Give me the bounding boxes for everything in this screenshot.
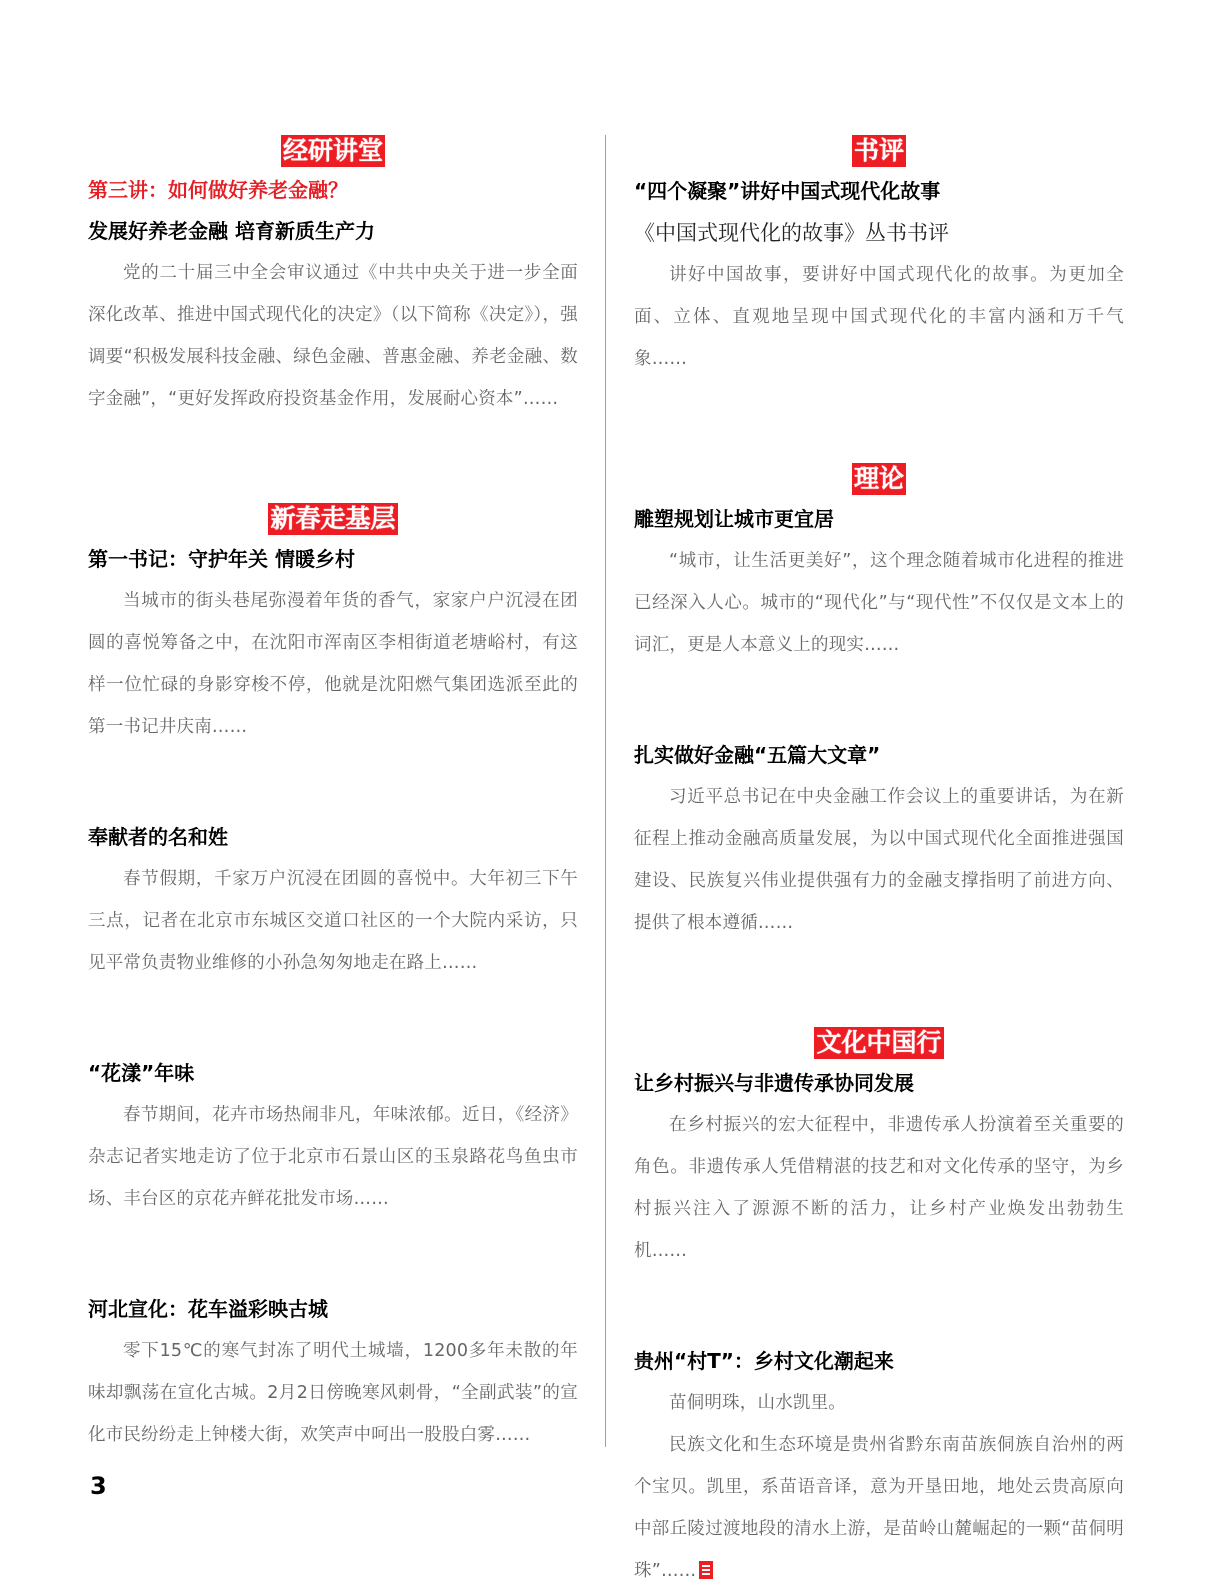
article-excerpt: “城市，让生活更美好”，这个理念随着城市化进程的推进已经深入人心。城市的“现代化”与“现代性”不仅仅是文本上的词汇，更是人本意义上的现实……: [634, 551, 1124, 655]
article-title[interactable]: 贵州“村T”：乡村文化潮起来: [634, 1349, 894, 1373]
section-tag-wenhua[interactable]: 文化中国行: [816, 1027, 942, 1057]
article-pension-finance[interactable]: [88, 170, 578, 420]
article-excerpt-text: 民族文化和生态环境是贵州省黔东南苗族侗族自治州的两个宝贝。凯里，系苗语音译，意为开垦田地，地处云贵高原向中部丘陵过渡地段的清水上游，是苗岭山麓崛起的一颗“苗侗明珠”……: [634, 1435, 1124, 1581]
article-excerpt: 党的二十届三中全会审议通过《中共中央关于进一步全面深化改革、推进中国式现代化的决定》（以下简称《决定》），强调要“积极发展科技金融、绿色金融、普惠金融、养老金融、数字金融”，“更好发挥政府投资基金作用，发展耐心资本”……: [88, 263, 578, 409]
article-excerpt: 春节假期，千家万户沉浸在团圆的喜悦中。大年初三下午三点，记者在北京市东城区交道口社区的一个大院内采访，只见平常负责物业维修的小孙急匆匆地走在路上……: [88, 869, 578, 973]
section-header: [88, 498, 578, 538]
article-subtitle: 《中国式现代化的故事》丛书书评: [634, 221, 949, 245]
article-title[interactable]: 雕塑规划让城市更宜居: [634, 507, 834, 531]
article-excerpt: 春节期间，花卉市场热闹非凡，年味浓郁。近日，《经济》杂志记者实地走访了位于北京市石景山区的玉泉路花鸟鱼虫市场、丰台区的京花卉鲜花批发市场……: [88, 1105, 578, 1209]
page-number: 3: [90, 1472, 107, 1500]
article-excerpt: 零下15℃的寒气封冻了明代土城墙，1200多年未散的年味却飘荡在宣化古城。2月2日傍晚寒风刺骨，“全副武装”的宣化市民纷纷走上钟楼大街，欢笑声中呵出一股股白雾……: [88, 1341, 578, 1445]
article-title[interactable]: 让乡村振兴与非遗传承协同发展: [634, 1071, 914, 1095]
article-title[interactable]: 奉献者的名和姓: [88, 825, 228, 849]
article-rural-heritage[interactable]: [634, 1062, 1124, 1272]
article-book-review[interactable]: [634, 170, 1124, 380]
article-excerpt: 讲好中国故事，要讲好中国式现代化的故事。为更加全面、立体、直观地呈现中国式现代化的丰富内涵和万千气象……: [634, 265, 1124, 369]
article-title[interactable]: 河北宣化：花车溢彩映古城: [88, 1297, 328, 1321]
column-divider: [605, 135, 606, 1447]
article-five-finance-chapters[interactable]: [634, 734, 1124, 944]
article-title[interactable]: 第一书记：守护年关 情暖乡村: [88, 547, 355, 571]
right-column: [634, 130, 1124, 1592]
section-header: [634, 130, 1124, 170]
article-xuanhua-floats[interactable]: [88, 1288, 578, 1456]
article-title[interactable]: 发展好养老金融 培育新质生产力: [88, 219, 375, 243]
article-excerpt: 习近平总书记在中央金融工作会议上的重要讲话，为在新征程上推动金融高质量发展，为以中国式现代化全面推进强国建设、民族复兴伟业提供强有力的金融支撑指明了前进方向、提供了根本遵循……: [634, 787, 1124, 933]
article-dedicators[interactable]: [88, 816, 578, 984]
section-tag-jingyan[interactable]: 经研讲堂: [282, 135, 383, 165]
article-title[interactable]: “花漾”年味: [88, 1061, 195, 1085]
section-tag-xinchun[interactable]: 新春走基层: [270, 503, 396, 533]
article-title[interactable]: “四个凝聚”讲好中国式现代化故事: [634, 179, 941, 203]
article-excerpt: 在乡村振兴的宏大征程中，非遗传承人扮演着至关重要的角色。非遗传承人凭借精湛的技艺和对文化传承的坚守，为乡村振兴注入了源源不断的活力，让乡村产业焕发出勃勃生机……: [634, 1115, 1124, 1261]
article-urban-sculpture[interactable]: [634, 498, 1124, 666]
article-excerpt: 当城市的街头巷尾弥漫着年货的香气，家家户户沉浸在团圆的喜悦筹备之中，在沈阳市浑南区李相街道老塘峪村，有这样一位忙碌的身影穿梭不停，他就是沈阳燃气集团选派至此的第一书记井庆南……: [88, 591, 578, 737]
section-tag-shuping[interactable]: 书评: [853, 135, 904, 165]
article-excerpt: [634, 1424, 1124, 1592]
article-excerpt-intro: 苗侗明珠，山水凯里。: [669, 1393, 846, 1413]
end-mark-icon: [699, 1561, 713, 1579]
article-first-secretary[interactable]: [88, 538, 578, 748]
left-column: [88, 130, 578, 1456]
article-guizhou-village-t[interactable]: [634, 1340, 1124, 1592]
section-header: [634, 1022, 1124, 1062]
section-header: [88, 130, 578, 170]
section-tag-lilun[interactable]: 理论: [853, 463, 904, 493]
article-flower-market[interactable]: [88, 1052, 578, 1220]
article-series-label: 第三讲：如何做好养老金融？: [88, 178, 348, 202]
section-header: [634, 458, 1124, 498]
article-title[interactable]: 扎实做好金融“五篇大文章”: [634, 743, 881, 767]
